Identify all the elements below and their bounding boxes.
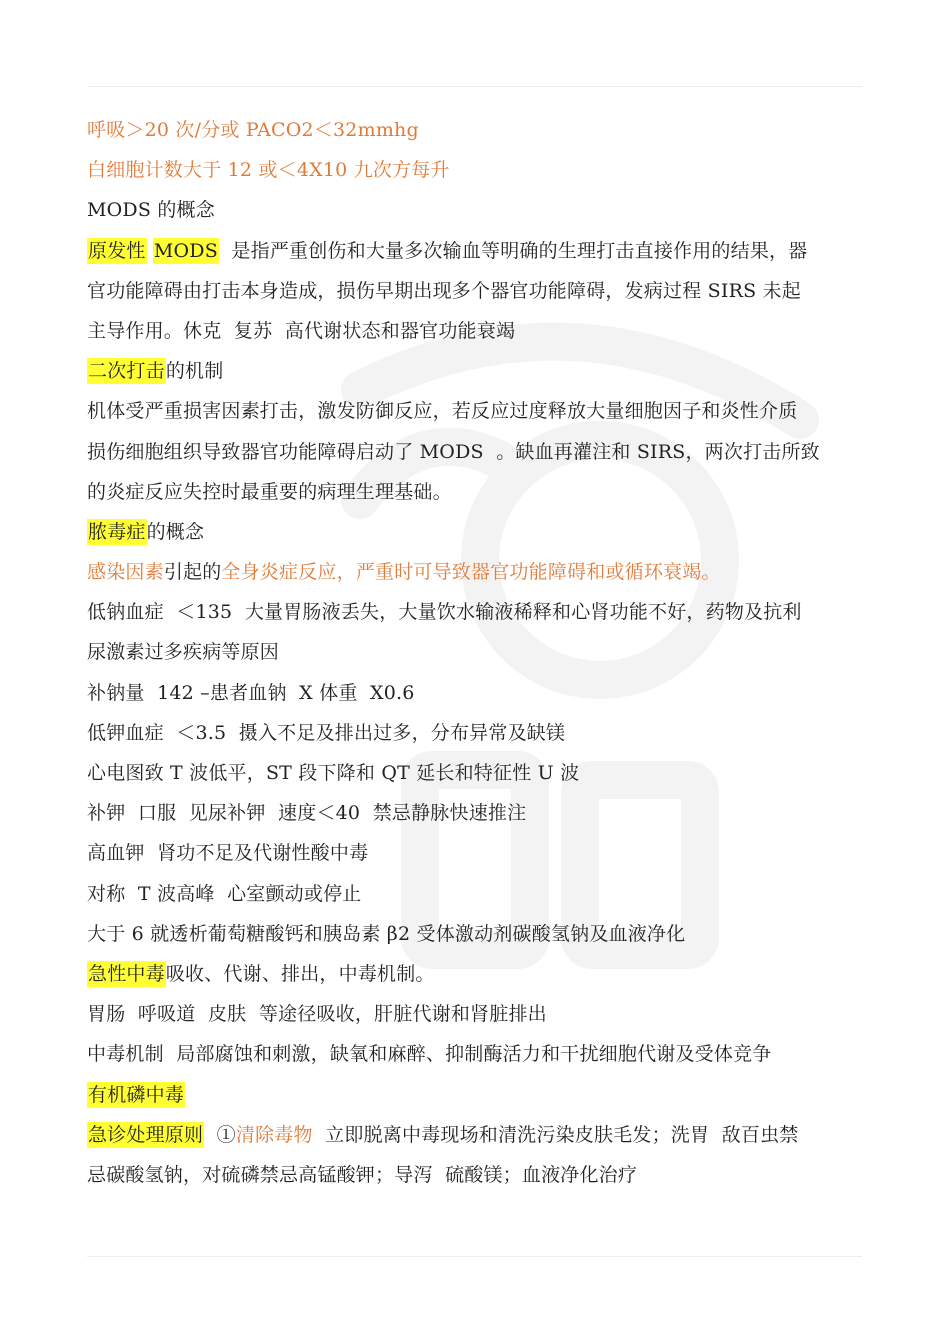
highlighted-term: 脓毒症	[88, 520, 146, 543]
top-divider	[87, 86, 862, 87]
text-line	[87, 1155, 862, 1195]
text-segment: 的机制	[165, 360, 224, 383]
highlighted-term: 有机磷中毒	[88, 1083, 185, 1106]
text-line	[87, 271, 862, 311]
text-segment: 中毒机制 局部腐蚀和刺激，缺氧和麻醉、抑制酶活力和干扰细胞代谢及受体竞争	[87, 1043, 772, 1066]
text-line	[87, 190, 862, 230]
text-segment: ①	[204, 1123, 236, 1146]
text-line	[87, 592, 862, 632]
text-segment: 低钾血症 ＜3.5 摄入不足及排出过多，分布异常及缺镁	[87, 721, 566, 744]
text-line	[87, 1034, 862, 1074]
text-line	[87, 150, 862, 190]
text-segment: 的概念	[146, 520, 205, 543]
text-segment: MODS 的概念	[87, 199, 215, 222]
text-line	[87, 231, 862, 271]
text-line	[87, 472, 862, 512]
text-segment: 高血钾 肾功不足及代谢性酸中毒	[87, 842, 369, 865]
text-segment: 补钾 口服 见尿补钾 速度＜40 禁忌静脉快速推注	[87, 802, 527, 825]
text-line	[87, 673, 862, 713]
text-line	[87, 311, 862, 351]
text-segment: 忌碳酸氢钠，对硫磷禁忌高锰酸钾；导泻 硫酸镁；血液净化治疗	[87, 1163, 638, 1186]
text-segment: 机体受严重损害因素打击，激发防御反应，若反应过度释放大量细胞因子和炎性介质	[87, 400, 798, 423]
text-segment: 吸收、代谢、排出，中毒机制。	[165, 962, 435, 985]
text-segment: 是指严重创伤和大量多次输血等明确的生理打击直接作用的结果，器	[218, 239, 808, 262]
text-line	[87, 753, 862, 793]
highlighted-term: 急性中毒	[88, 962, 165, 985]
text-segment: 引起的	[163, 561, 222, 584]
text-line	[87, 110, 862, 150]
document-body	[87, 110, 862, 1195]
text-segment: 大于 6 就透析葡萄糖酸钙和胰岛素 β2 受体激动剂碳酸氢钠及血液净化	[87, 922, 686, 945]
text-line	[87, 874, 862, 914]
text-segment: 对称 T 波高峰 心室颤动或停止	[87, 882, 362, 905]
bottom-divider	[87, 1256, 862, 1257]
text-line	[87, 552, 862, 592]
text-segment: 损伤细胞组织导致器官功能障碍启动了 MODS 。缺血再灌注和 SIRS，两次打击所致	[87, 440, 820, 463]
text-segment: 立即脱离中毒现场和清洗污染皮肤毛发；洗胃 敌百虫禁	[312, 1123, 799, 1146]
orange-text: 白细胞计数大于 12 或＜4X10 九次方每升	[87, 159, 450, 182]
highlighted-term: 急诊处理原则	[88, 1123, 204, 1146]
text-line	[87, 914, 862, 954]
text-line	[87, 954, 862, 994]
text-line	[87, 632, 862, 672]
text-segment: 补钠量 142 –患者血钠 X 体重 X0.6	[87, 681, 415, 704]
text-line	[87, 432, 862, 472]
text-segment: 心电图致 T 波低平，ST 段下降和 QT 延长和特征性 U 波	[87, 762, 580, 784]
text-segment: 官功能障碍由打击本身造成，损伤早期出现多个器官功能障碍，发病过程 SIRS 未起	[87, 279, 801, 302]
text-segment: 主导作用。休克 复苏 高代谢状态和器官功能衰竭	[87, 319, 516, 342]
text-line	[87, 833, 862, 873]
text-line	[87, 391, 862, 431]
orange-text: 全身炎症反应，严重时可导致器官功能障碍和或循环衰竭。	[221, 561, 721, 584]
text-segment: 尿激素过多疾病等原因	[87, 641, 280, 664]
text-line	[87, 713, 862, 753]
text-segment: 低钠血症 ＜135 大量胃肠液丢失，大量饮水输液稀释和心肾功能不好，药物及抗利	[87, 601, 802, 624]
text-segment	[147, 240, 153, 262]
text-line	[87, 351, 862, 391]
text-line	[87, 1115, 862, 1155]
orange-text: 呼吸＞20 次/分或 PACO2＜32mmhg	[87, 119, 419, 141]
text-line	[87, 512, 862, 552]
text-segment: 胃肠 呼吸道 皮肤 等途径吸收，肝脏代谢和肾脏排出	[87, 1003, 547, 1026]
text-segment: 的炎症反应失控时最重要的病理生理基础。	[87, 480, 452, 503]
text-line	[87, 994, 862, 1034]
text-line	[87, 1075, 862, 1115]
highlighted-term: MODS	[153, 239, 218, 262]
text-line	[87, 793, 862, 833]
orange-text: 感染因素	[87, 561, 164, 584]
highlighted-term: 二次打击	[88, 360, 165, 383]
orange-text: 清除毒物	[235, 1123, 313, 1146]
highlighted-term: 原发性	[88, 239, 146, 262]
